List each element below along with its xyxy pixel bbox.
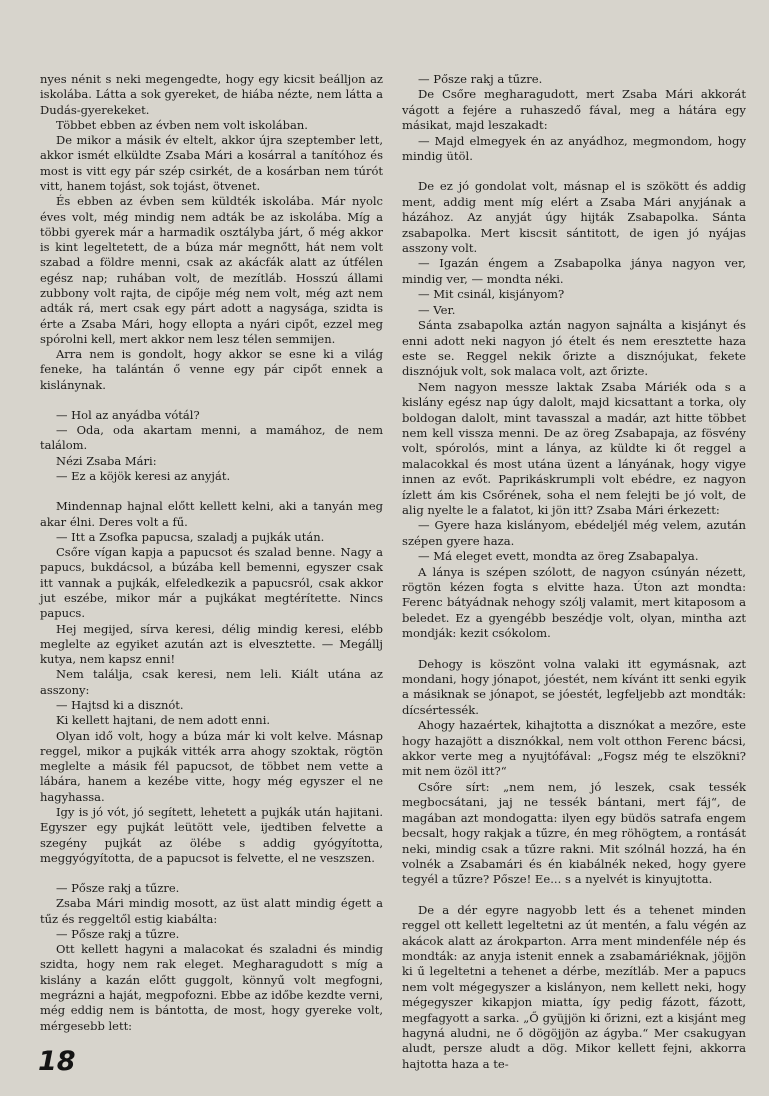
paragraph: — Ez a köjök keresi az anyját. [56, 469, 231, 484]
paragraph: Ott kellett hagyni a malacokat és szaladni és mindig szidta, hogy nem rak eleget. Megharagudott s míg a kislány a kazán előtt guggolt, könnyű volt megfogni, megrázni a haját, megpofozni. Ebbe az időbe kezdte verni, még eddig nem is bántotta, de most, hogy gyereke volt, mérgesebb lett: [40, 942, 383, 1033]
section-gap [402, 164, 746, 179]
paragraph: — Mit csinál, kisjányom? [418, 287, 565, 302]
paragraph: Zsaba Mári mindig mosott, az üst alatt mindig égett a tűz és reggeltől estig kiabálta: [40, 896, 383, 926]
paragraph: — Oda, oda akartam menni, a mamához, de nem találom. [40, 423, 383, 453]
paragraph: — Má eleget evett, mondta az öreg Zsabapalya. [418, 549, 699, 564]
paragraph: Csőre sírt: „nem nem, jó leszek, csak tessék megbocsátani, jaj ne tessék bántani, mert fáj“, de magában azt mondogatta: ilyen egy büdös satrafa engem becsalt, hogy rakjak a tűzre, én meg röhögtem, a rontását neki, mindig csak a tűzre rakni. Mit szólnál hozzá, ha én volnék a Zsabamári és én kiabálnék neked, hogy gyere tegyél a tűzre? Pősze! Ee... s a nyelvét is kinyujtotta. [402, 779, 746, 887]
paragraph: De mikor a másik év eltelt, akkor újra szeptember lett, akkor ismét elküldte Zsaba Mári a kosárral a tanítóhoz és most is vitt egy pár szép csirkét, de a kosárban nem túrót vitt, hanem tojást, sok tojást, ötvenet. [40, 133, 383, 193]
paragraph: Olyan idő volt, hogy a búza már ki volt kelve. Másnap reggel, mikor a pujkák vitték arra ahogy szoktak, rögtön meglelte a másik fél papucsot, de többet nem vette a lábára, hanem a kezébe vitte, hogy még egyszer el ne hagyhassa. [40, 728, 383, 804]
paragraph: Nézi Zsaba Mári: [56, 453, 157, 468]
paragraph: — Gyere haza kislányom, ebédeljél még velem, azután szépen gyere haza. [402, 518, 746, 548]
paragraph: Ahogy hazaértek, kihajtotta a disznókat a mezőre, este hogy hazajött a disznókkal, nem volt otthon Ferenc bácsi, akkor verte meg a nyujtófával: „Fogsz még te elszökni? mit nem özöl itt?“ [402, 718, 746, 779]
paragraph: Többet ebben az évben nem volt iskolában. [56, 117, 308, 132]
paragraph: — Ver. [418, 302, 456, 317]
paragraph: — Hol az anyádba vótál? [56, 407, 200, 422]
paragraph: Ki kellett hajtani, de nem adott enni. [56, 713, 271, 728]
paragraph: — Pősze rakj a tűzre. [418, 72, 543, 86]
paragraph: — Hajtsd ki a disznót. [56, 697, 184, 712]
paragraph: Nem nagyon messze laktak Zsaba Máriék oda s a kislány egész nap úgy dalolt, majd kicsattant a torka, oly boldogan dalolt, mint tavasszal a madár, azt hitte többet nem kell vissza menni. De az öreg Zsabapaja, az fösvény volt, spórolós, mint a lánya, az küldte ki őt reggel a malacokkal és most utána üzent a lányának, hogy vigye innen az evőt. Paprikáskrumpli volt ebédre, ez nagyon ízlett ám kis Csőrének, soha el nem felejti be jó volt, de alig nyelte le a falatot, ki jön itt? Zsaba Mári érkezett: [402, 379, 746, 517]
paragraph: De ez jó gondolat volt, másnap el is szökött és addig ment, addig ment míg elért a Zsaba Mári anyjának a házához. Az anyját úgy hijták Zsabapolka. Sánta zsabapolka. Mert kiscsit sántitott, de igen jó nyájas asszony volt. [402, 179, 746, 256]
section-gap [40, 484, 383, 499]
paragraph: nyes nénit s neki megengedte, hogy egy kicsit beálljon az iskolába. Látta a sok gyereket, de hiába nézte, nem látta a Dudás-gyerekeket. [40, 72, 383, 117]
left-column [40, 72, 383, 1034]
paragraph: — Pősze rakj a tűzre. [56, 926, 180, 941]
paragraph: Sánta zsabapolka aztán nagyon sajnálta a kisjányt és enni adott neki nagyon jó ételt és nem eresztette haza este se. Reggel nekik őrizte a disznójukat, fekete disznójuk volt, sok malaca volt, azt őrizte. [402, 318, 746, 379]
section-gap [402, 642, 746, 657]
paragraph: — Igazán éngem a Zsabapolka jánya nagyon ver, mindig ver, — mondta néki. [402, 256, 746, 286]
section-gap [402, 888, 746, 903]
paragraph: A lánya is szépen szólott, de nagyon csúnyán nézett, rögtön kézen fogta s elvitte haza. Úton azt mondta: Ferenc bátyádnak nehogy szólj valamit, mert kitaposom a beledet. Ez a gyengébb beszédje volt, olyan, mintha azt mondják: kezit csókolom. [402, 564, 746, 641]
paragraph: Arra nem is gondolt, hogy akkor se esne ki a világ feneke, ha talántán ő venne egy pár cipőt ennek a kislánynak. [40, 347, 383, 392]
paragraph: Nem találja, csak keresi, nem leli. Kiált utána az asszony: [40, 667, 383, 697]
paragraph: — Itt a Zsofka papucsa, szaladj a pujkák után. [56, 529, 325, 544]
paragraph: — Majd elmegyek én az anyádhoz, megmondom, hogy mindig ütöl. [402, 133, 746, 164]
paragraph: Hej megijed, sírva keresi, délig mindig keresi, elébb meglelte az egyiket azután azt is elvesztette. — Megállj kutya, nem kapsz enni! [40, 621, 383, 667]
paragraph: De a dér egyre nagyobb lett és a tehenet minden reggel ott kellett legeltetni az út mentén, a falu végén az akácok alatt az árokparton. Arra ment mindenféle nép és mondták: az anyja istenit ennek a zsabamáriéknak, jöjjön ki ű legeltetni a tehenet a dérbe, mezítláb. Mer a papucs nem volt mégegyszer a kislányon, nem kellett neki, hogy mégegyszer kikapjon miatta, így pedig fázott, fázott, megfagyott a sarka. „Ő gyüjjön ki őrizni, ezt a kisjánt meg hagyná aludni, ne ő dögöjjön az ágyba.“ Mer csakugyan aludt, persze aludt a dög. Mikor kellett fejni, akkorra hajtotta haza a te- [402, 902, 746, 1071]
paragraph: Dehogy is köszönt volna valaki itt egymásnak, azt mondani, hogy jónapot, jóestét, nem kívánt itt senki egyik a másiknak se jónapot, se jóestét, legfeljebb azt mondták: dícsértessék. [402, 656, 746, 717]
paragraph: Mindennap hajnal előtt kellett kelni, aki a tanyán meg akar élni. Deres volt a fű. [40, 499, 383, 529]
paragraph: És ebben az évben sem küldték iskolába. Már nyolc éves volt, még mindig nem adták be az iskolába. Míg a többi gyerek már a harmadik osztályba járt, ő még akkor is kint legeltetett, de a búza már megnőtt, hát nem volt szabad a földre menni, csak az akácfák alatt az útfélen egész nap; ruhában volt, de mezítláb. Hosszú állami zubbony volt rajta, de cipője még nem volt, még azt nem adták rá, mert csak egy párt adott a nagysága, szidta is érte a Zsaba Mári, hogy ellopta a nyári cipőt, ezzel meg spórolni kell, mert akkor nem lesz télen semmijen. [40, 194, 383, 346]
page-number: 18 [38, 1046, 76, 1077]
paragraph: Igy is jó vót, jó segített, lehetett a pujkák után hajitani. Egyszer egy pujkát leütött vele, ijedtiben felvette a szegény pujkát az ölébe s addig gyógyította, meggyógyította, de a papucsot is felvette, el ne veszszen. [40, 804, 383, 865]
section-gap [40, 393, 383, 408]
paragraph: — Pősze rakj a tűzre. [56, 881, 180, 896]
section-gap [40, 866, 383, 881]
paragraph: De Csőre megharagudott, mert Zsaba Mári akkorát vágott a fejére a ruhaszedő fával, meg a hátára egy másikat, majd leszakadt: [402, 87, 746, 133]
right-column [402, 72, 746, 1072]
paragraph: Csőre vígan kapja a papucsot és szalad benne. Nagy a papucs, bukdácsol, a búzába kell bemenni, egyszer csak itt vannak a pujkák, elfeledkezik a papucsról, csak akkor jut eszébe, mikor már a pujkákat megtérítette. Nincs papucs. [40, 545, 383, 621]
